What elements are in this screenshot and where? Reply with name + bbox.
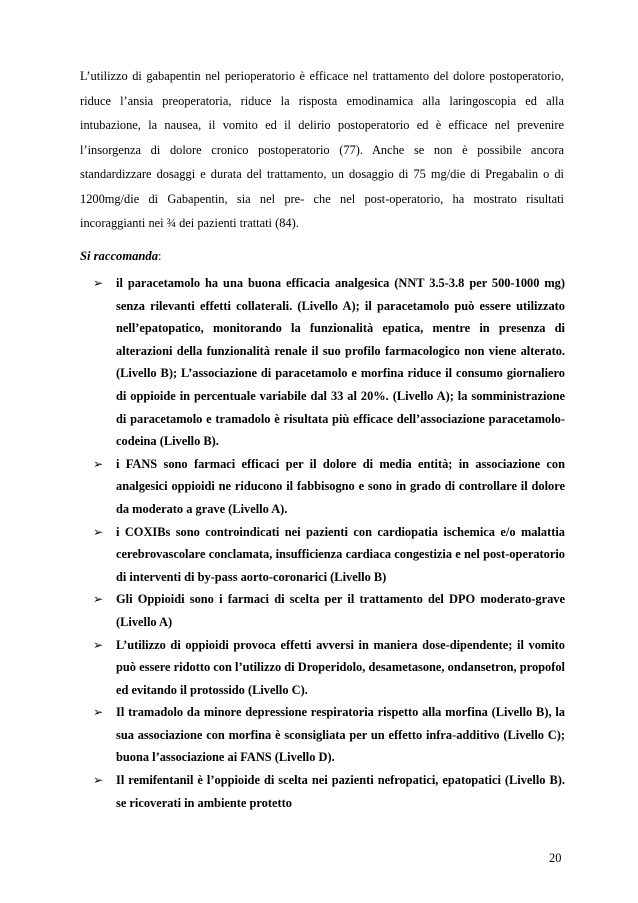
arrow-bullet-icon: ➢	[93, 705, 104, 720]
list-item-text: i COXIBs sono controindicati nei pazienti con cardiopatia ischemica e/o malattia cerebrovascolare conclamata, insufficienza cardiaca congestizia e nel post-operatorio di interventi di by-pass aorto-coronarici (Livello B)	[116, 524, 565, 584]
list-item	[93, 701, 565, 769]
list-item	[93, 521, 565, 589]
list-item-text: il paracetamolo ha una buona efficacia analgesica (NNT 3.5-3.8 per 500-1000 mg) senza rilevanti effetti collaterali. (Livello A); il paracetamolo può essere utilizzato nell’epatopatico, monitorando la funzionalità epatica, mentre in presenza di alterazioni della funzionalità renale il suo profilo farmacologico non viene alterato. (Livello B); L’associazione di paracetamolo e morfina riduce il consumo giornaliero di oppioide in percentuale variabile dal 33 al 20%. (Livello A); la somministrazione di paracetamolo e tramadolo è risultata più efficace dell’associazione paracetamolo-codeina (Livello B).	[116, 276, 565, 449]
recommendations-title-colon: :	[158, 249, 162, 263]
list-item	[93, 588, 565, 633]
list-item	[93, 634, 565, 702]
paragraph-text: L’utilizzo di gabapentin nel perioperatorio è efficace nel trattamento del dolore postoperatorio, riduce l’ansia preoperatoria, riduce la risposta emodinamica alla laringoscopia ed alla intubazione, la nausea, il vomito ed il delirio postoperatorio ed è efficace nel prevenire l’insorgenza di dolore cronico postoperatorio (77). Anche se non è possibile ancora standardizzare dosaggi e durata del trattamento, un dosaggio di 75 mg/die di Pregabalin o di 1200mg/die di Gabapentin, sia nel pre- che nel post-operatorio, ha mostrato risultati incoraggianti nei ¾ dei pazienti trattati (84).	[80, 69, 564, 230]
arrow-bullet-icon: ➢	[93, 456, 104, 471]
list-item	[93, 453, 565, 521]
list-item-text: Il remifentanil è l’oppioide di scelta nei pazienti nefropatici, epatopatici (Livello B). se ricoverati in ambiente protetto	[116, 773, 565, 810]
intro-paragraph	[80, 64, 564, 236]
arrow-bullet-icon: ➢	[93, 637, 104, 652]
recommendations-title: Si raccomanda	[80, 249, 159, 263]
list-item	[93, 769, 565, 814]
list-item-text: Gli Oppioidi sono i farmaci di scelta per il trattamento del DPO moderato-grave (Livello A)	[116, 592, 565, 629]
list-item-text: Il tramadolo da minore depressione respiratoria rispetto alla morfina (Livello B), la sua associazione con morfina è sconsigliata per un effetto infra-additivo (Livello C); buona l’associazione ai FANS (Livello D).	[116, 705, 565, 765]
arrow-bullet-icon: ➢	[93, 276, 104, 290]
list-item	[93, 272, 565, 453]
list-item-text: i FANS sono farmaci efficaci per il dolore di media entità; in associazione con analgesici oppioidi ne riducono il fabbisogno e sono in grado di controllare il dolore da moderato a grave (Livello A).	[116, 456, 565, 516]
recommendations-heading	[80, 249, 162, 264]
arrow-bullet-icon: ➢	[93, 773, 104, 788]
page-number: 20	[549, 851, 562, 865]
arrow-bullet-icon: ➢	[93, 592, 104, 607]
recommendations-list	[93, 272, 565, 814]
arrow-bullet-icon: ➢	[93, 524, 104, 539]
list-item-text: L’utilizzo di oppioidi provoca effetti avversi in maniera dose-dipendente; il vomito può essere ridotto con l’utilizzo di Droperidolo, desametasone, ondansetron, propofol ed evitando il protossido (Livello C).	[116, 637, 565, 697]
